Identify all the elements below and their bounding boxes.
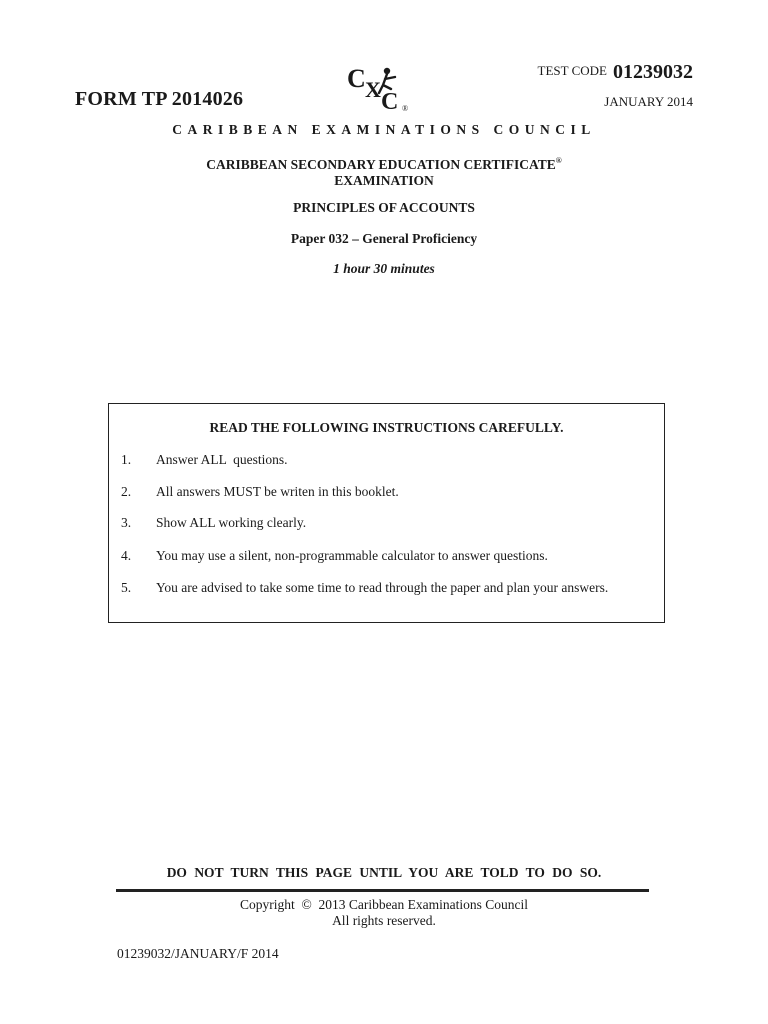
document-code: 01239032/JANUARY/F 2014 — [117, 946, 279, 961]
certificate-line2: EXAMINATION — [334, 173, 434, 188]
council-name: CARIBBEAN EXAMINATIONS COUNCIL — [172, 122, 596, 137]
cxc-logo-icon — [343, 63, 415, 113]
instruction-number: 5. — [121, 580, 132, 595]
logo-letter-c1: C — [347, 64, 366, 93]
paper-title: Paper 032 – General Proficiency — [290, 231, 478, 246]
test-code-label: TEST CODE — [537, 63, 607, 78]
form-number: FORM TP 2014026 — [75, 88, 244, 110]
copyright-notice — [0, 897, 768, 929]
instruction-text: Answer ALL questions. — [156, 452, 288, 467]
instruction-number: 4. — [121, 548, 132, 563]
logo-registered: ® — [402, 104, 409, 113]
instruction-text: Show ALL working clearly. — [156, 515, 307, 530]
instruction-text: All answers MUST be writen in this booklet. — [156, 484, 399, 499]
test-code-value: 01239032 — [613, 61, 693, 83]
certificate-title — [0, 153, 768, 189]
footer-divider — [116, 889, 649, 892]
instruction-item — [121, 484, 399, 500]
certificate-registered: ® — [555, 156, 562, 165]
instruction-item — [121, 515, 306, 531]
instruction-item — [121, 548, 548, 564]
instruction-text: You may use a silent, non-programmable calculator to answer questions. — [156, 548, 548, 563]
instructions-heading: READ THE FOLLOWING INSTRUCTIONS CAREFULLY. — [209, 420, 564, 435]
instruction-number: 1. — [121, 452, 132, 467]
exam-duration: 1 hour 30 minutes — [333, 261, 435, 276]
exam-date: JANUARY 2014 — [604, 94, 693, 109]
instruction-text: You are advised to take some time to read through the paper and plan your answers. — [156, 580, 609, 595]
copyright-line1: Copyright © 2013 Caribbean Examinations Council — [239, 897, 529, 912]
do-not-turn-warning: DO NOT TURN THIS PAGE UNTIL YOU ARE TOLD TO DO SO. — [166, 865, 602, 880]
copyright-line2: All rights reserved. — [332, 913, 436, 928]
instruction-item — [121, 580, 608, 596]
certificate-line1: CARIBBEAN SECONDARY EDUCATION CERTIFICATE — [206, 157, 556, 172]
instruction-number: 3. — [121, 515, 132, 530]
logo-letter-x: X — [365, 77, 381, 102]
instructions-box — [108, 403, 665, 623]
subject-title: PRINCIPLES OF ACCOUNTS — [293, 200, 475, 215]
test-code — [509, 61, 693, 84]
instruction-number: 2. — [121, 484, 132, 499]
instruction-item — [121, 452, 288, 468]
logo-letter-c2: C — [381, 89, 399, 113]
